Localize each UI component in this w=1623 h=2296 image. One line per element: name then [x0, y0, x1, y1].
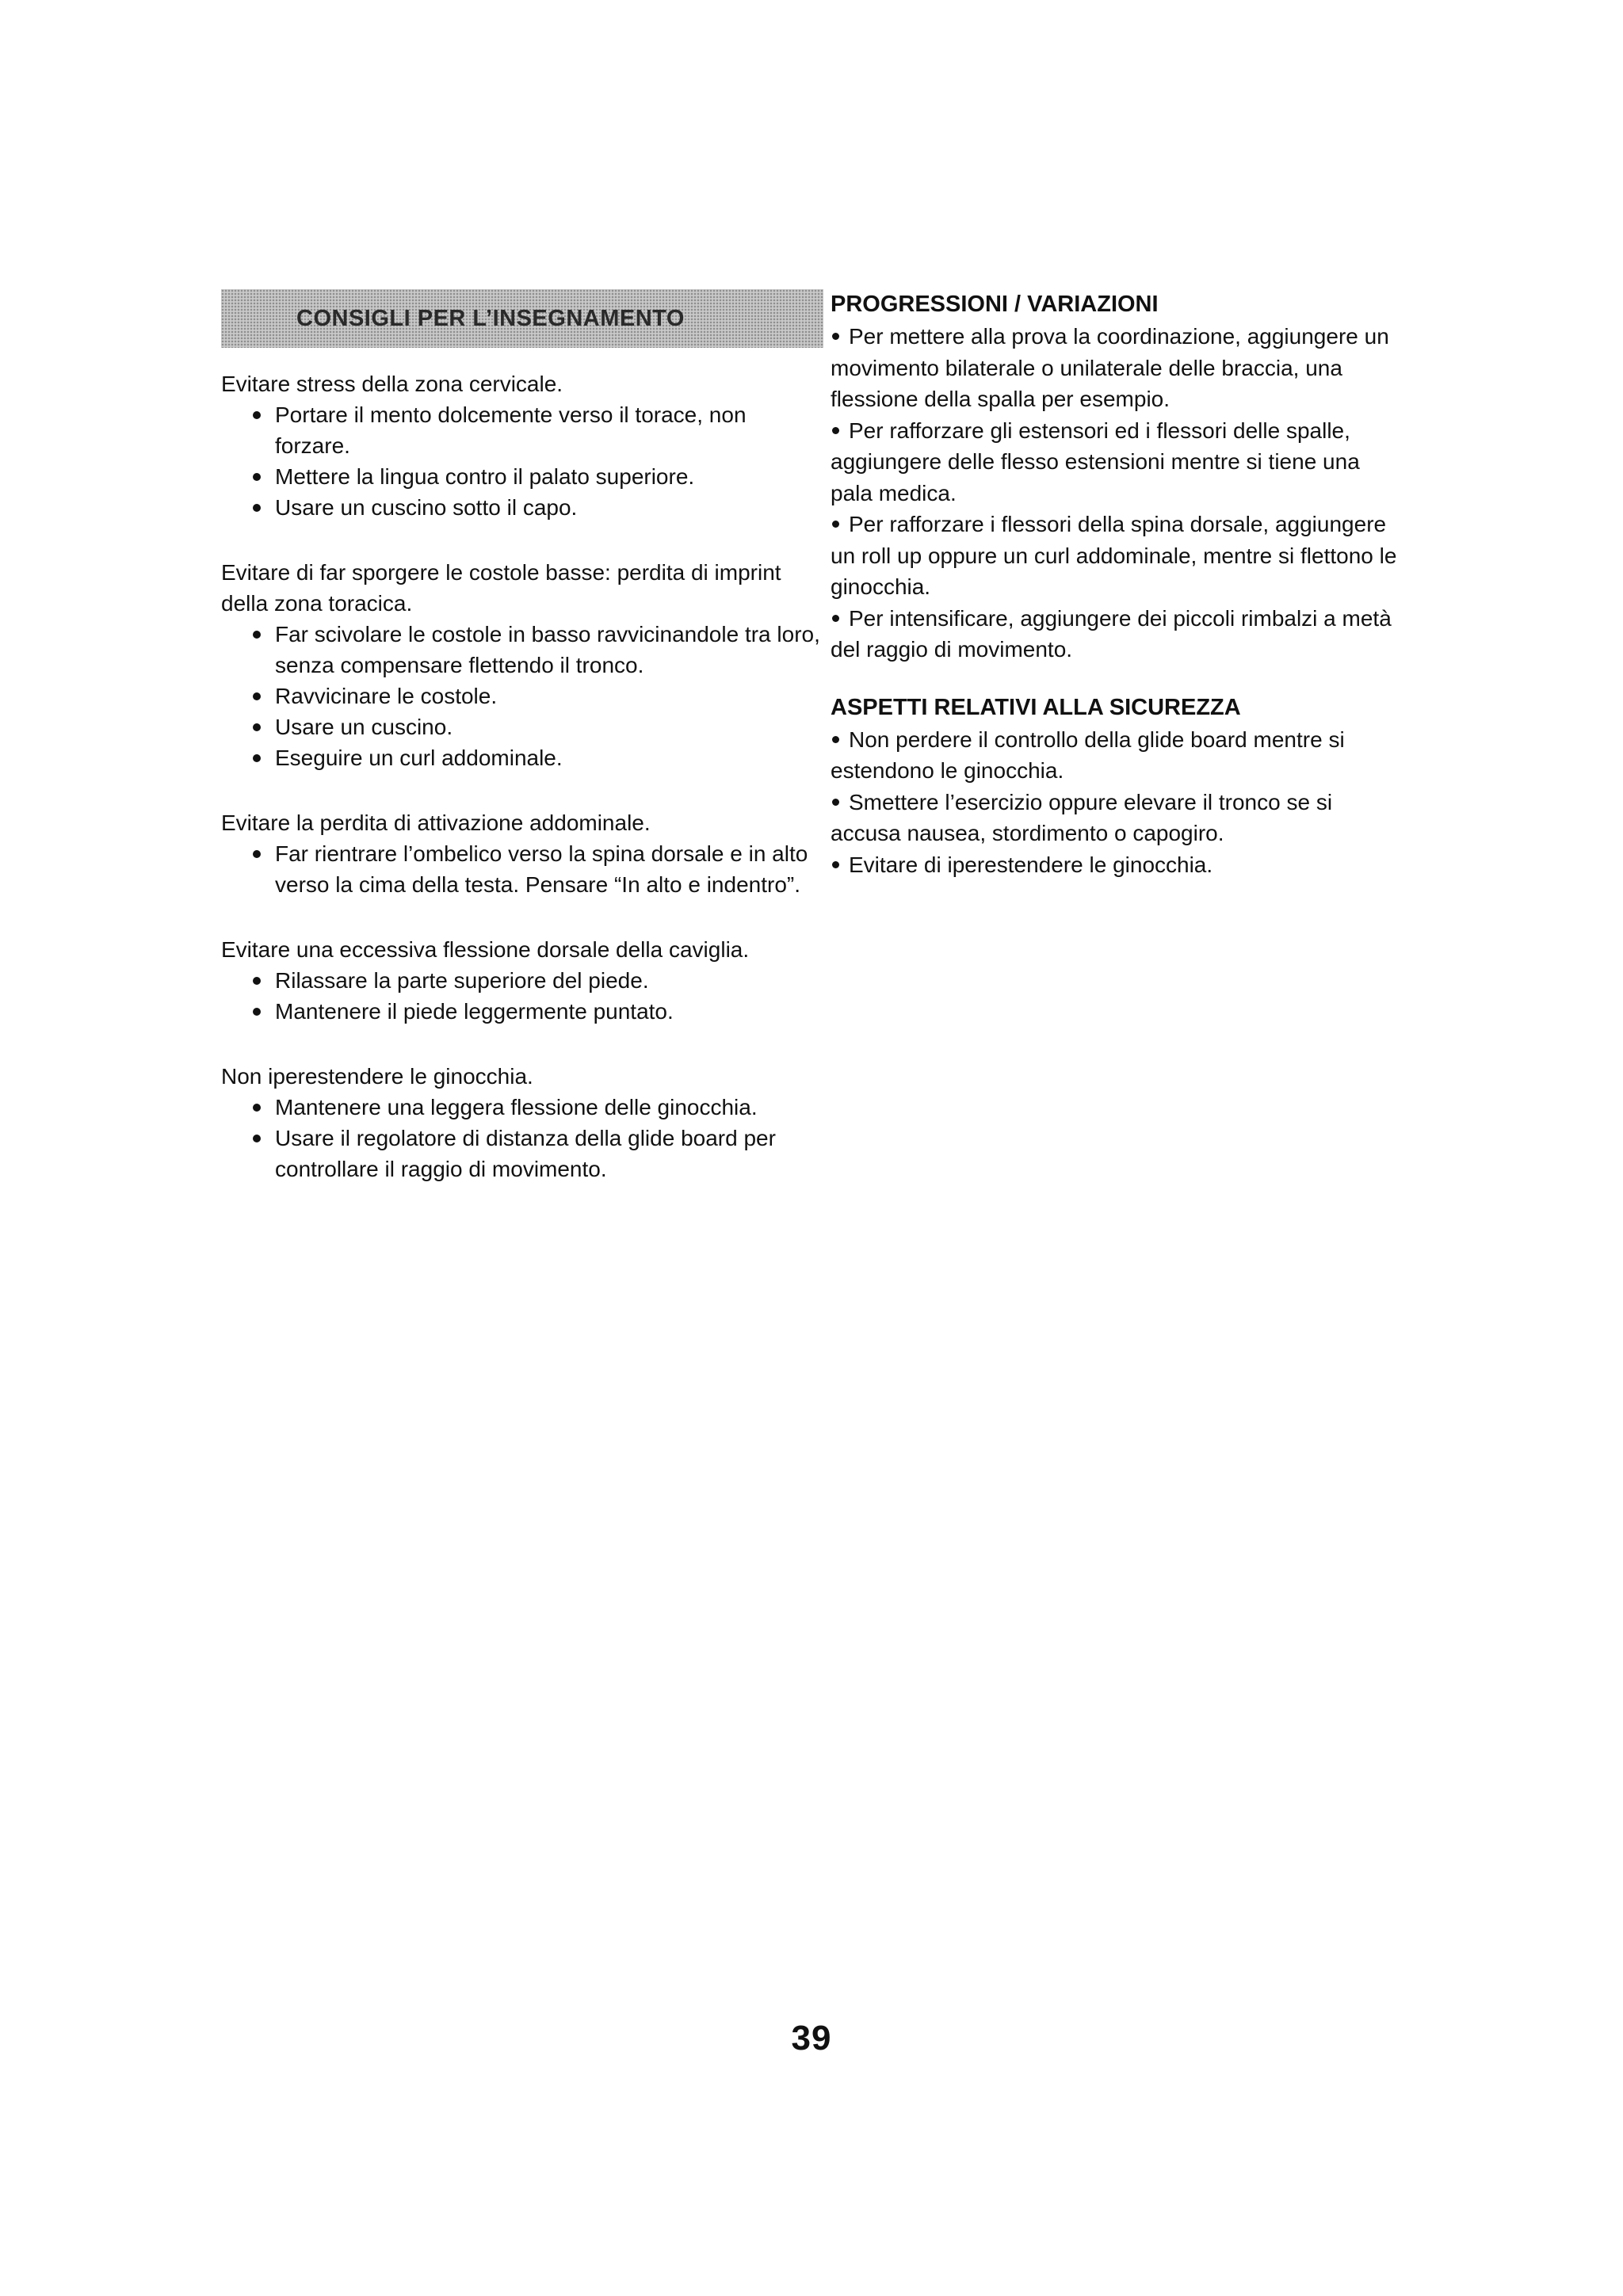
list-item: Per intensificare, aggiungere dei piccoli rimbalzi a metà del raggio di movimento. — [831, 605, 1392, 662]
bullet-icon — [832, 427, 839, 434]
list-item: Mettere la lingua contro il palato superiore. — [253, 461, 823, 492]
tip-block — [221, 557, 823, 773]
banner-title: CONSIGLI PER L’INSEGNAMENTO — [296, 305, 685, 331]
list-item: Far rientrare l’ombelico verso la spina dorsale e in alto verso la cima della testa. Pensare “In alto e indentro”. — [253, 838, 823, 900]
list-item: Per rafforzare gli estensori ed i flessori delle spalle, aggiungere delle flesso estensioni mentre si tiene una pala medica. — [831, 418, 1360, 505]
bullet-icon — [832, 736, 839, 743]
tip-list — [221, 1092, 823, 1184]
tip-lead: Evitare la perdita di attivazione addominale. — [221, 810, 651, 835]
section-heading: PROGRESSIONI / VARIAZIONI — [831, 292, 1159, 317]
list-item: Far scivolare le costole in basso ravvicinandole tra loro, senza compensare flettendo il tronco. — [253, 619, 823, 681]
list-item: Usare un cuscino sotto il capo. — [253, 492, 823, 523]
bullet-icon — [832, 861, 839, 868]
page-number: 39 — [791, 2019, 832, 2058]
list-item: Eseguire un curl addominale. — [253, 742, 823, 773]
tip-list — [221, 399, 823, 523]
bullet-icon — [832, 521, 839, 528]
list-item: Evitare di iperestendere le ginocchia. — [831, 849, 1401, 881]
tip-list — [221, 965, 823, 1027]
right-column — [831, 289, 1401, 907]
tip-lead: Evitare stress della zona cervicale. — [221, 372, 563, 396]
tip-lead: Evitare di far sporgere le costole basse: perdita di imprint della zona toracica. — [221, 560, 781, 616]
progressions-section — [831, 289, 1401, 666]
list-item: Non perdere il controllo della glide board mentre si estendono le ginocchia. — [831, 727, 1345, 783]
bullet-icon — [832, 799, 839, 806]
tip-lead: Evitare una eccessiva flessione dorsale della caviglia. — [221, 937, 750, 962]
list-item: Rilassare la parte superiore del piede. — [253, 965, 823, 996]
list-item: Ravvicinare le costole. — [253, 681, 823, 711]
tip-list — [221, 838, 823, 900]
bullet-icon — [832, 615, 839, 622]
tip-block — [221, 1061, 823, 1184]
list-item: Mantenere il piede leggermente puntato. — [253, 996, 823, 1027]
left-column — [221, 289, 823, 1219]
list-item: Mantenere una leggera flessione delle ginocchia. — [253, 1092, 823, 1123]
bullet-icon — [832, 333, 839, 340]
list-item: Portare il mento dolcemente verso il torace, non forzare. — [253, 399, 823, 461]
tip-block — [221, 368, 823, 523]
tip-list — [221, 619, 823, 773]
list-item: Usare un cuscino. — [253, 711, 823, 742]
tip-lead: Non iperestendere le ginocchia. — [221, 1064, 533, 1089]
safety-section — [831, 692, 1401, 881]
tip-block — [221, 934, 823, 1027]
list-item: Per rafforzare i flessori della spina dorsale, aggiungere un roll up oppure un curl addominale, mentre si flettono le ginocchia. — [831, 512, 1397, 599]
tip-block — [221, 807, 823, 900]
list-item: Per mettere alla prova la coordinazione, aggiungere un movimento bilaterale o unilaterale delle braccia, una flessione della spalla per esempio. — [831, 324, 1389, 411]
list-item: Usare il regolatore di distanza della glide board per controllare il raggio di movimento. — [253, 1123, 823, 1184]
section-banner — [221, 289, 823, 348]
list-item: Smettere l’esercizio oppure elevare il tronco se si accusa nausea, stordimento o capogiro. — [831, 789, 1333, 845]
section-heading: ASPETTI RELATIVI ALLA SICUREZZA — [831, 694, 1241, 720]
